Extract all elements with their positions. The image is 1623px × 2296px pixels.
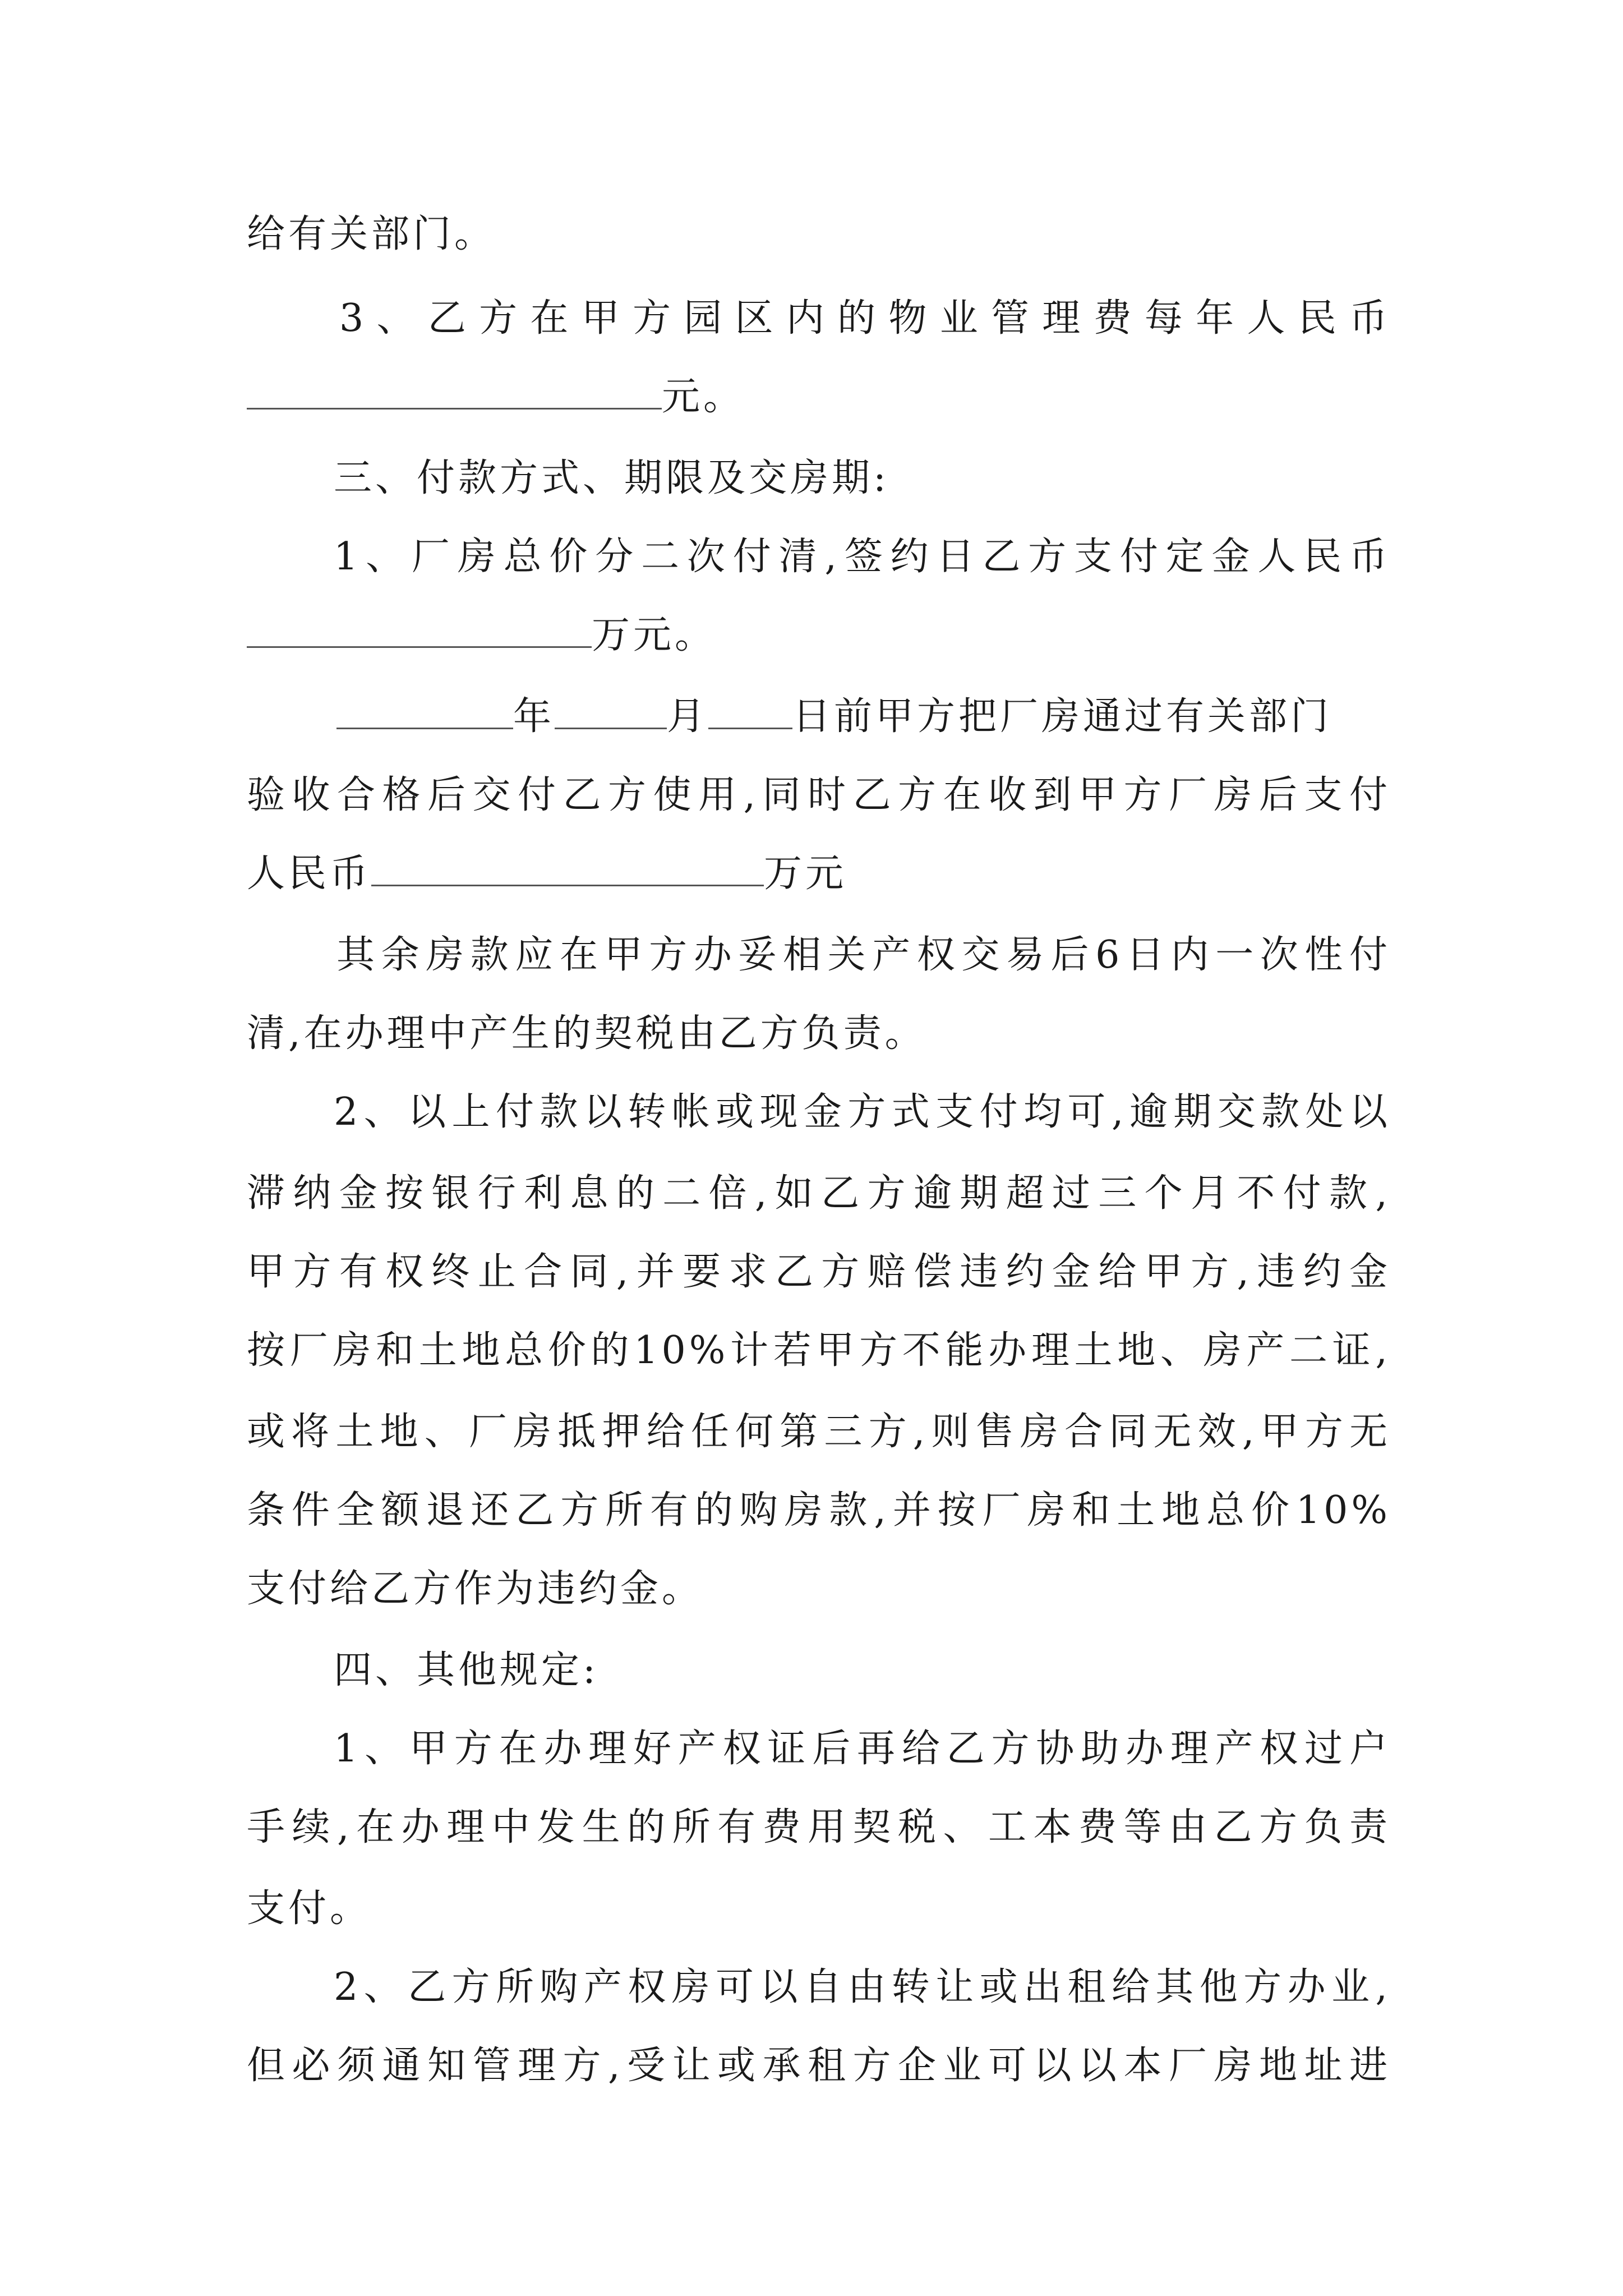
text-line-7	[336, 690, 1391, 744]
line-text: 滞纳金按银行利息的二倍,如乙方逾期超过三个月不付款,	[247, 1171, 1391, 1216]
text-line-15	[247, 1324, 1391, 1378]
section-heading-4	[334, 1644, 1478, 1697]
line-text: 支付给乙方作为违约金。	[247, 1567, 704, 1611]
fee-blank	[247, 374, 662, 409]
year-label: 年	[513, 694, 555, 739]
text-line-16	[247, 1405, 1391, 1459]
line-text: 3、乙方在甲方园区内的物业管理费每年人民币	[339, 296, 1391, 341]
text-line-20	[334, 1722, 1391, 1776]
line-text: 支付。	[247, 1887, 372, 1931]
text-line-18	[247, 1562, 1391, 1616]
heading-text: 四、其他规定:	[334, 1648, 599, 1692]
line-text: 手续,在办理中发生的所有费用契税、工本费等由乙方负责	[247, 1805, 1391, 1849]
line-text: 按厂房和土地总价的10%计若甲方不能办理土地、房产二证,	[247, 1328, 1391, 1373]
line-text: 人民币	[247, 852, 372, 896]
text-line-13	[247, 1167, 1391, 1221]
text-line-17	[247, 1484, 1391, 1538]
line-text: 日前甲方把厂房通过有关部门	[792, 694, 1332, 739]
text-line-1	[247, 208, 1391, 261]
line-text: 或将土地、厂房抵押给任何第三方,则售房合同无效,甲方无	[247, 1410, 1391, 1454]
line-text: 验收合格后交付乙方使用,同时乙方在收到甲方厂房后支付	[247, 773, 1391, 817]
text-line-9	[247, 847, 1391, 901]
line-text: 2、乙方所购产权房可以自由转让或出租给其他方办业,	[334, 1965, 1391, 2009]
text-line-23	[334, 1961, 1391, 2014]
line-text: 元。	[662, 375, 745, 419]
text-line-21	[247, 1801, 1391, 1855]
text-line-10	[336, 928, 1391, 982]
line-text: 甲方有权终止合同,并要求乙方赔偿违约金给甲方,违约金	[247, 1250, 1391, 1294]
text-line-3	[247, 370, 1391, 424]
text-line-22	[247, 1882, 1391, 1936]
month-label: 月	[667, 694, 709, 739]
line-text: 2、以上付款以转帐或现金方式支付均可,逾期交款处以	[334, 1090, 1391, 1134]
year-blank	[336, 694, 513, 729]
line-text: 给有关部门。	[247, 212, 496, 256]
text-line-24	[247, 2039, 1391, 2093]
line-text: 其余房款应在甲方办妥相关产权交易后6日内一次性付	[336, 933, 1391, 977]
line-text: 但必须通知管理方,受让或承租方企业可以以本厂房地址进	[247, 2044, 1391, 2088]
line-text: 万元。	[592, 613, 717, 657]
heading-text: 三、付款方式、期限及交房期:	[334, 456, 889, 500]
text-line-2	[339, 292, 1391, 346]
text-line-11	[247, 1007, 1391, 1061]
line-text: 1、甲方在办理好产权证后再给乙方协助办理产权过户	[334, 1727, 1391, 1771]
deposit-blank	[247, 613, 592, 648]
line-text: 清,在办理中产生的契税由乙方负责。	[247, 1011, 926, 1056]
text-line-14	[247, 1245, 1391, 1299]
section-heading-3	[334, 452, 1478, 505]
day-blank	[708, 694, 792, 729]
text-line-6	[247, 609, 1391, 662]
line-text: 1、厂房总价分二次付清,签约日乙方支付定金人民币	[334, 535, 1391, 579]
line-text: 万元	[764, 852, 847, 896]
payment-blank	[371, 851, 764, 886]
text-line-12	[334, 1085, 1391, 1139]
line-text: 条件全额退还乙方所有的购房款,并按厂房和土地总价10%	[247, 1488, 1391, 1533]
text-line-8	[247, 769, 1391, 822]
month-blank	[555, 694, 667, 729]
text-line-5	[334, 530, 1391, 584]
